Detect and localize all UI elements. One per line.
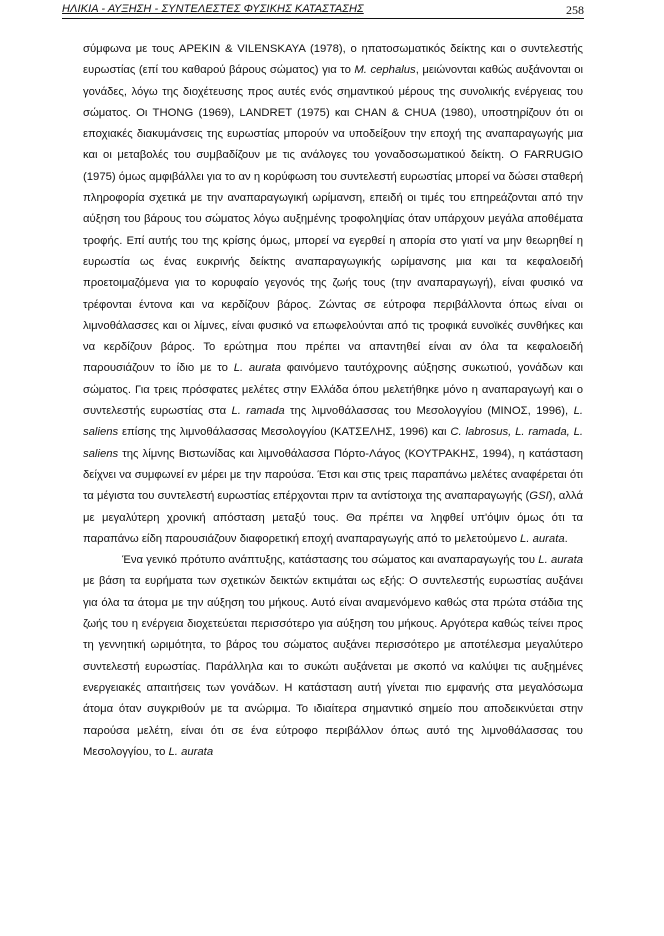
body-text bbox=[83, 39, 583, 763]
italic-term: L. ramada bbox=[231, 405, 285, 418]
paragraph bbox=[83, 550, 583, 763]
text-run: επίσης της λιμνοθάλασσας Μεσολογγίου (ΚΑΤΣΕΛΗΣ, 1996) και bbox=[118, 426, 451, 439]
paragraph bbox=[83, 39, 583, 550]
text-run: , μειώνονται καθώς αυξάνονται οι γονάδες, λόγω της διοχέτευσης προς αυτές ενός σημαντικού μέρους της συνολικής ενέργειας του σώματος. Οι THONG (1969), LANDRET (1975) και CHAN & CHUA (1980), υποστηρίζουν ότι οι εποχιακές διακυμάνσεις της ευρωστίας μπορούν να υποδείξουν την εποχή της αναπαραγωγής μια και οι μεταβολές του συμβαδίζουν με τις ανάλογες του γοναδοσωματικού δείκτη. Ο FARRUGIO (1975) όμως αμφιβάλλει για το αν η κορύφωση του συντελεστή ευρωστίας μπορεί να δώσει σταθερή πληροφορία σχετικά με την αναπαραγωγική ωρίμανση, επειδή οι τιμές του επηρεάζονται από την αύξηση του βάρους του σώματος λόγω αυξημένης τροφοληψίας όταν υπάρχουν μεγάλα αποθέματα τροφής. Επί αυτής του της κρίσης όμως, μπορεί να εγερθεί η απορία στο γιατί να μην θεωρηθεί η ευρωστία ως ένας ευκρινής δείκτης αναπαραγωγικής ωρίμανσης μια και τα κεφαλοειδή προετοιμαζόμενα για το κορυφαίο γεγονός της ζωής τους (την αναπαραγωγή), είναι φυσικό να τρέφονται έντονα και να κερδίζουν βάρος. Ζώντας σε εύτροφα περιβάλλοντα όπως είναι οι λιμνοθάλασσες και οι λίμνες, είναι φυσικό να επωφελούνται από τις τροφικά ευνοϊκές συνθήκες και να κερδίζουν βάρος. Το ερώτημα που πρέπει να απαντηθεί είναι αν όλα τα κεφαλοειδή παρουσιάζουν το ίδιο με το bbox=[83, 64, 583, 375]
running-header bbox=[62, 2, 584, 19]
italic-term: L. aurata bbox=[233, 362, 281, 375]
text-run: Ένα γενικό πρότυπο ανάπτυξης, κατάστασης του σώματος και αναπαραγωγής του bbox=[122, 554, 539, 567]
italic-term: M. cephalus bbox=[354, 64, 416, 77]
italic-term: L. saliens bbox=[83, 405, 583, 439]
text-run: με βάση τα ευρήματα των σχετικών δεικτών εκτιμάται ως εξής: Ο συντελεστής ευρωστίας αυξάνει για όλα τα άτομα με την αύξηση του μήκους. Αυτό είναι αναμενόμενο καθώς στα πρώτα στάδια της ζωής του η ενέργεια διοχετεύεται περισσότερο για αύξηση του μήκους. Αργότερα καθώς τείνει προς τη γεννητική ωριμότητα, το βάρος του σώματος αυξάνει περισσότερο με αποτέλεσμα μεγαλύτερο συντελεστή ευρωστίας. Παράλληλα και το συκώτι αυξάνεται με σκοπό να καλύψει τις αυξημένες ενεργειακές απαιτήσεις των γονάδων. Η κατάσταση αυτή γίνεται πιο εμφανής στα μεγαλόσωμα άτομα όταν συγκριθούν με τα ανώριμα. Το ιδιαίτερα σημαντικό σημείο που αποδεικνύεται στην παρούσα μελέτη, είναι ότι σε ένα εύτροφο περιβάλλον όπως αυτό της λιμνοθάλασσας του Μεσολογγίου, το bbox=[83, 575, 583, 758]
page-number: 258 bbox=[566, 3, 584, 17]
italic-term: L. aurata bbox=[538, 554, 583, 567]
text-run: . bbox=[564, 532, 568, 545]
header-title: ΗΛΙΚΙΑ - ΑΥΞΗΣΗ - ΣΥΝΤΕΛΕΣΤΕΣ ΦΥΣΙΚΗΣ ΚΑΤΑΣΤΑΣΗΣ bbox=[62, 3, 364, 15]
text-run: της λίμνης Βιστωνίδας και λιμνοθάλασσα Πόρτο-Λάγος (ΚΟΥΤΡΑΚΗΣ, 1994), η κατάσταση δείχνει να συμφωνεί εν μέρει με την παρούσα. Έτσι και στις τρεις παραπάνω μελέτες αναφέρεται ότι τα μέγιστα του συντελεστή ευρωστίας επέρχονται πριν τα αντίστοιχα της αναπαραγωγής ( bbox=[83, 447, 583, 503]
text-run: φαινόμενο ταυτόχρονης αύξησης συκωτιού, γονάδων και σώματος. Για τρεις πρόσφατες μελέτες στην Ελλάδα όπου μελετήθηκε μόνο η αναπαραγωγή και ο συντελεστής ευρωστίας στα bbox=[83, 362, 584, 418]
italic-term: L. aurata bbox=[520, 532, 565, 545]
text-run: σύμφωνα με τους APEKIN & VILENSKAYA (1978), ο ηπατοσωματικός δείκτης και ο συντελεστής ευρωστίας (επί του καθαρού βάρους σώματος) για το bbox=[83, 43, 583, 77]
italic-term: L. aurata bbox=[168, 745, 214, 758]
text-run: ), αλλά με μεγαλύτερη χρονική απόσταση μεταξύ τους. Θα πρέπει να ληφθεί υπ'όψιν όμως ότι τα παραπάνω είδη παρουσιάζουν διαφορετική εποχή αναπαραγωγής από το μελετούμενο bbox=[83, 490, 583, 545]
text-run: της λιμνοθάλασσας του Μεσολογγίου (ΜΙΝΟΣ, 1996), bbox=[284, 405, 574, 418]
italic-term: GSI bbox=[529, 490, 549, 503]
italic-term: C. labrosus, L. ramada, L. saliens bbox=[83, 426, 583, 460]
